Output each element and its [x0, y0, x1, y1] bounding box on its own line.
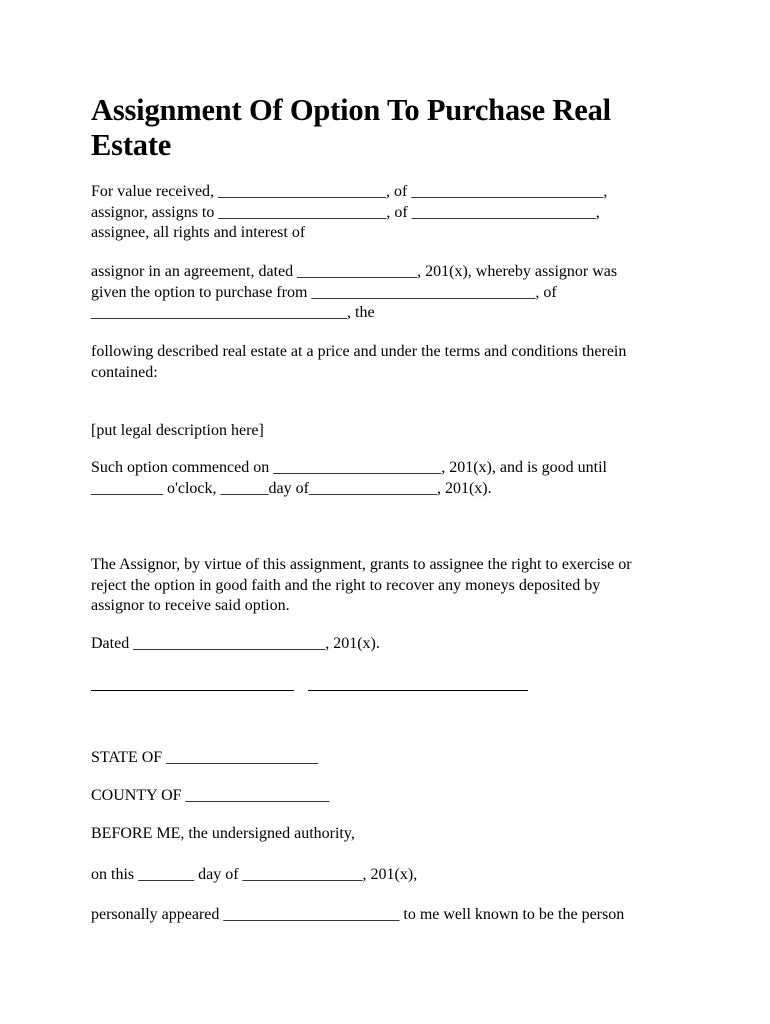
text-line: _________ o'clock, ______day of________________, 201(x).	[91, 479, 492, 497]
paragraph-value-received	[91, 182, 691, 244]
text-line: COUNTY OF __________________	[91, 787, 330, 804]
dated-line	[91, 634, 691, 655]
text-line: reject the option in good faith and the right to recover any moneys deposited by	[91, 576, 601, 594]
assignee-signature-line	[308, 690, 528, 691]
paragraph-agreement	[91, 262, 691, 324]
personally-appeared-line	[91, 905, 691, 926]
paragraph-real-estate	[91, 342, 691, 383]
text-line: Such option commenced on _____________________, 201(x), and is good until	[91, 459, 607, 476]
text-line: following described real estate at a price and under the terms and conditions therein	[91, 343, 627, 360]
text-line: given the option to purchase from ____________________________, of	[91, 283, 557, 301]
text-line: assignee, all rights and interest of	[91, 224, 306, 241]
text-line: Dated ________________________, 201(x).	[91, 635, 380, 652]
title-line-2: Estate	[91, 128, 172, 162]
text-line: assignor, assigns to _____________________, of _______________________,	[91, 203, 600, 221]
before-me-line	[91, 824, 691, 845]
text-line: For value received, _____________________, of ________________________,	[91, 183, 608, 200]
text-line: [put legal description here]	[91, 422, 264, 439]
text-line: personally appeared ______________________ to me well known to be the person	[91, 906, 625, 923]
on-this-line	[91, 865, 691, 886]
text-line: assignor in an agreement, dated _______________, 201(x), whereby assignor was	[91, 263, 618, 280]
text-line: BEFORE ME, the undersigned authority,	[91, 825, 355, 842]
state-line	[91, 748, 691, 769]
text-line: The Assignor, by virtue of this assignment, grants to assignee the right to exercise or	[91, 556, 632, 573]
text-line: ________________________________, the	[91, 304, 375, 321]
document-title	[91, 93, 691, 163]
assignor-signature-line	[91, 690, 294, 691]
paragraph-option-term	[91, 458, 691, 499]
text-line: STATE OF ___________________	[91, 749, 319, 766]
text-line: assignor to receive said option.	[91, 597, 290, 614]
text-line: on this _______ day of _______________, 201(x),	[91, 866, 418, 883]
county-line	[91, 786, 691, 807]
paragraph-assignor-grants	[91, 555, 691, 617]
title-line-1: Assignment Of Option To Purchase Real	[91, 93, 611, 127]
legal-description-placeholder	[91, 421, 691, 442]
text-line: contained:	[91, 363, 158, 381]
